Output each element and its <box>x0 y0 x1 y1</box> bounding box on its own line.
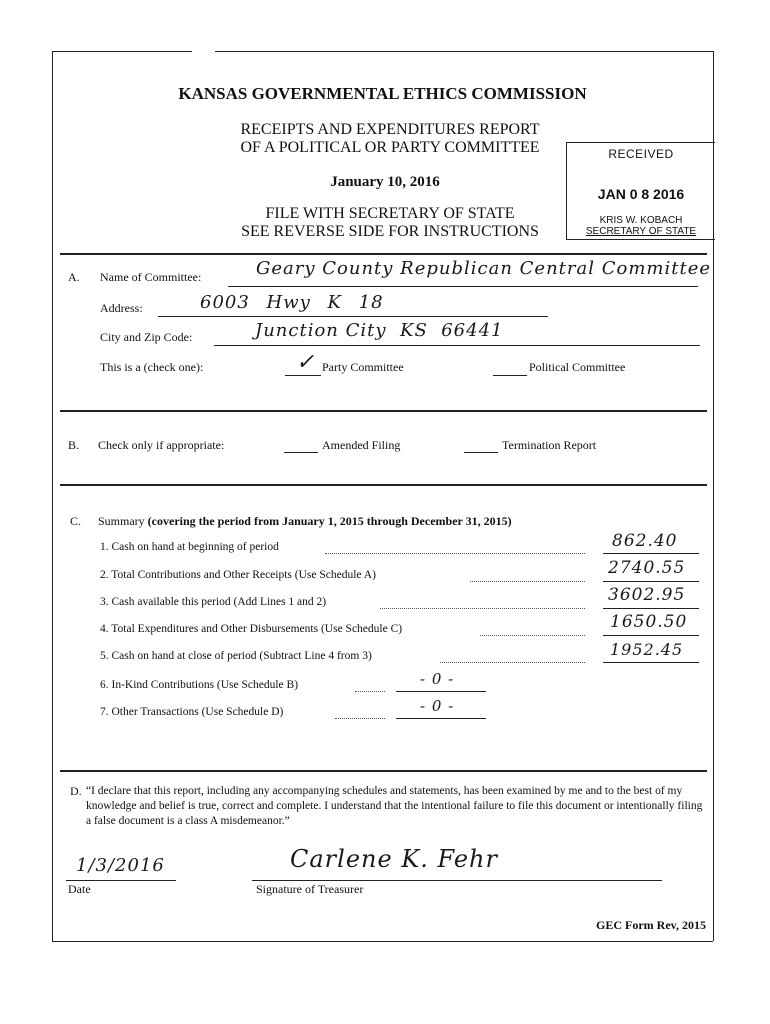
summary-line-4-leader <box>480 635 585 636</box>
summary-line-4-blank <box>603 635 699 636</box>
received-stamp <box>566 142 715 240</box>
section-a-letter: A. <box>68 270 80 284</box>
signature-line <box>252 880 662 881</box>
stamp-date: JAN 0 8 2016 <box>597 186 685 202</box>
summary-line-6-blank <box>396 691 486 692</box>
check-one-label: This is a (check one): <box>100 360 204 374</box>
stamp-received: RECEIVED <box>608 147 674 161</box>
city-zip-label: City and Zip Code: <box>100 330 193 344</box>
summary-line-1-blank <box>603 553 699 554</box>
report-title-line2: OF A POLITICAL OR PARTY COMMITTEE <box>240 139 540 156</box>
termination-report-label: Termination Report <box>502 438 597 452</box>
address-label: Address: <box>100 301 143 315</box>
check-appropriate-label: Check only if appropriate: <box>98 438 225 452</box>
summary-line-4-label: 4. Total Expenditures and Other Disbursements (Use Schedule C) <box>100 623 403 635</box>
section-d-letter: D. <box>70 784 82 798</box>
party-committee-label: Party Committee <box>322 360 404 374</box>
summary-heading <box>98 514 512 529</box>
summary-line-7-leader <box>335 718 385 719</box>
date-value[interactable]: 1/3/2016 <box>76 855 165 876</box>
summary-label: Summary <box>98 514 145 528</box>
party-committee-blank[interactable] <box>285 375 321 376</box>
file-instruction-line2: SEE REVERSE SIDE FOR INSTRUCTIONS <box>241 223 539 240</box>
report-date: January 10, 2016 <box>330 174 440 190</box>
summary-line-7-blank <box>396 718 486 719</box>
frame-left <box>52 51 53 941</box>
summary-line-3-leader <box>380 608 585 609</box>
signature-label: Signature of Treasurer <box>256 882 364 896</box>
treasurer-signature[interactable]: Carlene K. Fehr <box>290 845 498 873</box>
summary-line-7-value[interactable]: - 0 - <box>420 697 455 715</box>
committee-name-line <box>228 286 698 287</box>
political-committee-label: Political Committee <box>529 360 626 374</box>
frame-top-left <box>52 51 192 52</box>
amended-filing-label: Amended Filing <box>322 438 401 452</box>
summary-line-2-label: 2. Total Contributions and Other Receipts (Use Schedule A) <box>100 569 376 581</box>
amended-filing-blank[interactable] <box>284 452 318 453</box>
summary-line-5-value[interactable]: 1952.45 <box>610 640 684 659</box>
summary-line-3-blank <box>603 608 699 609</box>
city-zip-value[interactable]: Junction City KS 66441 <box>255 320 504 341</box>
declaration-text: “I declare that this report, including any accompanying schedules and statements, has been examined by me and to the best of my knowledge and belief is true, correct and complete. I understand that the intentional failure to file this document or intentionally filing a false document is a class A misdemeanor.” <box>86 785 703 827</box>
summary-line-7-label: 7. Other Transactions (Use Schedule D) <box>100 706 284 718</box>
summary-line-6-value[interactable]: - 0 - <box>420 670 455 688</box>
city-zip-line <box>214 345 700 346</box>
divider-b <box>60 484 707 486</box>
stamp-name: KRIS W. KOBACH <box>599 215 683 226</box>
frame-bottom <box>52 941 713 942</box>
summary-line-1-value[interactable]: 862.40 <box>612 531 678 551</box>
summary-line-1-leader <box>325 553 585 554</box>
summary-line-4-value[interactable]: 1650.50 <box>610 612 688 632</box>
political-committee-blank[interactable] <box>493 375 527 376</box>
divider-c <box>60 770 707 772</box>
summary-line-5-leader <box>440 662 585 663</box>
commission-title: KANSAS GOVERNMENTAL ETHICS COMMISSION <box>178 84 587 103</box>
summary-line-2-leader <box>470 581 585 582</box>
report-title-line1: RECEIPTS AND EXPENDITURES REPORT <box>240 121 540 138</box>
summary-line-3-value[interactable]: 3602.95 <box>608 585 686 605</box>
summary-line-3-label: 3. Cash available this period (Add Lines 1 and 2) <box>100 596 327 608</box>
summary-line-2-blank <box>603 581 699 582</box>
file-instruction-line1: FILE WITH SECRETARY OF STATE <box>265 205 515 222</box>
committee-name-label: Name of Committee: <box>100 270 202 284</box>
summary-line-5-blank <box>603 662 699 663</box>
summary-line-1-label: 1. Cash on hand at beginning of period <box>100 541 279 553</box>
address-line <box>158 316 548 317</box>
summary-period: (covering the period from January 1, 2015 through December 31, 2015) <box>147 514 512 528</box>
summary-line-6-leader <box>355 691 385 692</box>
section-c-letter: C. <box>70 514 82 528</box>
party-committee-check: ✓ <box>296 350 316 375</box>
date-label: Date <box>68 882 91 896</box>
form-revision: GEC Form Rev, 2015 <box>596 918 706 932</box>
termination-report-blank[interactable] <box>464 452 498 453</box>
divider-header <box>60 253 707 255</box>
divider-a <box>60 410 707 412</box>
frame-top-right <box>215 51 713 52</box>
summary-line-5-label: 5. Cash on hand at close of period (Subtract Line 4 from 3) <box>100 650 372 662</box>
date-line <box>66 880 176 881</box>
summary-line-2-value[interactable]: 2740.55 <box>608 558 686 578</box>
address-value[interactable]: 6003 Hwy K 18 <box>200 292 384 313</box>
section-b-letter: B. <box>68 438 80 452</box>
summary-line-6-label: 6. In-Kind Contributions (Use Schedule B) <box>100 679 299 691</box>
committee-name-value[interactable]: Geary County Republican Central Committee <box>256 258 711 279</box>
stamp-office: SECRETARY OF STATE <box>585 226 697 237</box>
